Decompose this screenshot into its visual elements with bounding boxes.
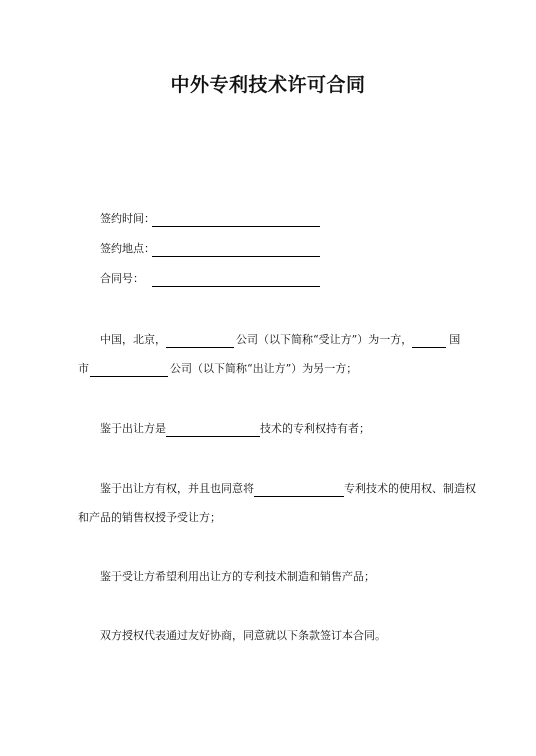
p3-text-a: 鉴于出让方有权，并且也同意将 [100,482,254,495]
p3-text-b: 专利技术的使用权、制造权 [344,482,476,495]
signing-place-blank [152,243,320,257]
paragraph-whereas-grant-cont: 和产品的销售权授予受让方； [78,511,221,524]
signing-place-label: 签约地点： [100,242,155,255]
city-blank [90,363,168,377]
signing-time-label: 签约时间： [100,212,155,225]
p2-text-b: 技术的专利权持有者； [260,422,370,435]
contract-number-field [100,271,320,287]
p1c-text-a: 市 [78,362,89,375]
patent-blank [254,483,344,497]
country-blank [412,334,446,348]
p1-text-a: 中国，北京， [100,333,166,346]
contract-number-blank [152,273,320,287]
p1c-text-b: 公司（以下简称“出让方”）为另一方； [170,362,358,375]
technology-blank [166,423,260,437]
paragraph-whereas-grant [100,481,476,497]
signing-time-blank [152,213,320,227]
p1-text-b: 公司（以下简称“受让方”）为一方， [236,333,413,346]
paragraph-parties [100,332,460,348]
assignee-blank [166,334,234,348]
p2-text-a: 鉴于出让方是 [100,422,166,435]
paragraph-parties-cont [78,361,357,377]
paragraph-agreement: 双方授权代表通过友好协商，同意就以下条款签订本合同。 [100,629,386,642]
p1-text-c: 国 [449,333,461,346]
document-title: 中外专利技术许可合同 [170,74,366,96]
signing-place-field [100,241,320,257]
signing-time-field [100,211,320,227]
paragraph-whereas-holder [100,421,370,437]
contract-number-label: 合同号： [100,272,144,285]
paragraph-whereas-assignee: 鉴于受让方希望利用出让方的专利技术制造和销售产品； [100,570,375,583]
